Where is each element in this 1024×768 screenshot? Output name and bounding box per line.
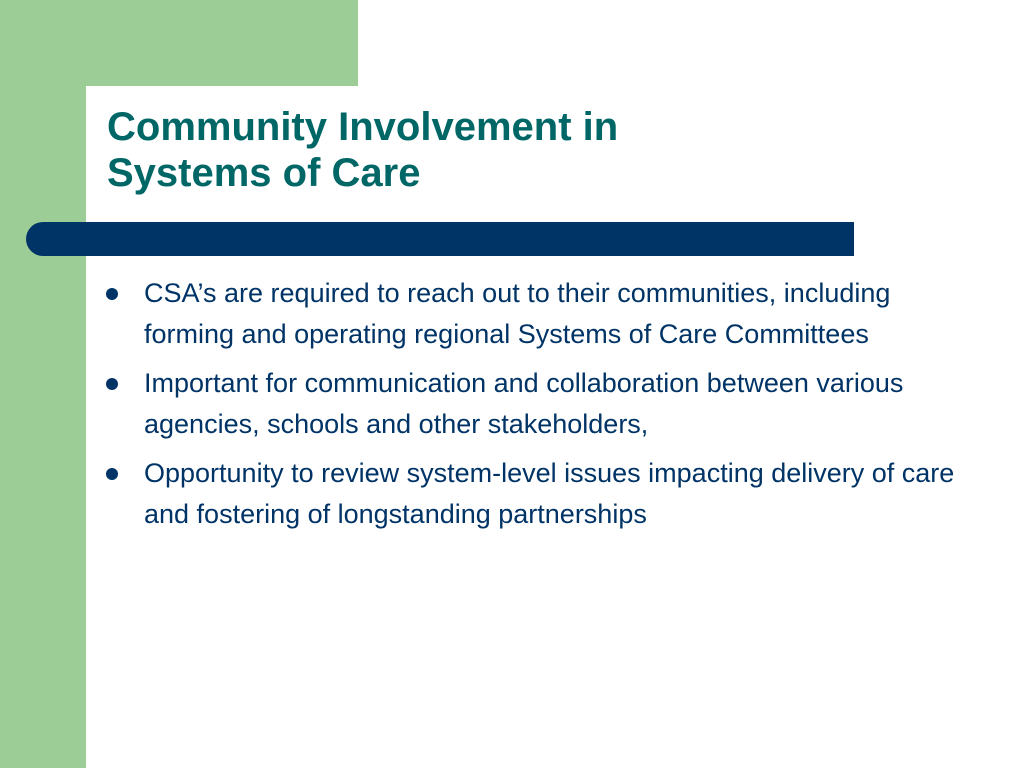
bullet-item <box>100 273 960 355</box>
bullet-dot-icon <box>106 288 118 300</box>
bullet-text: Opportunity to review system-level issues impacting delivery of care and fostering of longstanding partnerships <box>144 458 955 529</box>
bullet-dot-icon <box>106 468 118 480</box>
title-divider-bar <box>26 222 854 256</box>
green-sidebar-decoration <box>0 0 86 768</box>
bullet-text: Important for communication and collaboration between various agencies, schools and other stakeholders, <box>144 368 904 439</box>
bullet-item <box>100 453 960 535</box>
slide-title-line-1: Community Involvement in <box>107 105 619 149</box>
bullet-list <box>100 273 960 543</box>
bullet-item <box>100 363 960 445</box>
green-top-decoration <box>86 0 358 86</box>
slide-title <box>107 104 618 196</box>
slide-title-line-2: Systems of Care <box>107 151 421 195</box>
bullet-dot-icon <box>106 378 118 390</box>
bullet-text: CSA’s are required to reach out to their communities, including forming and operating regional Systems of Care Committees <box>144 278 891 349</box>
